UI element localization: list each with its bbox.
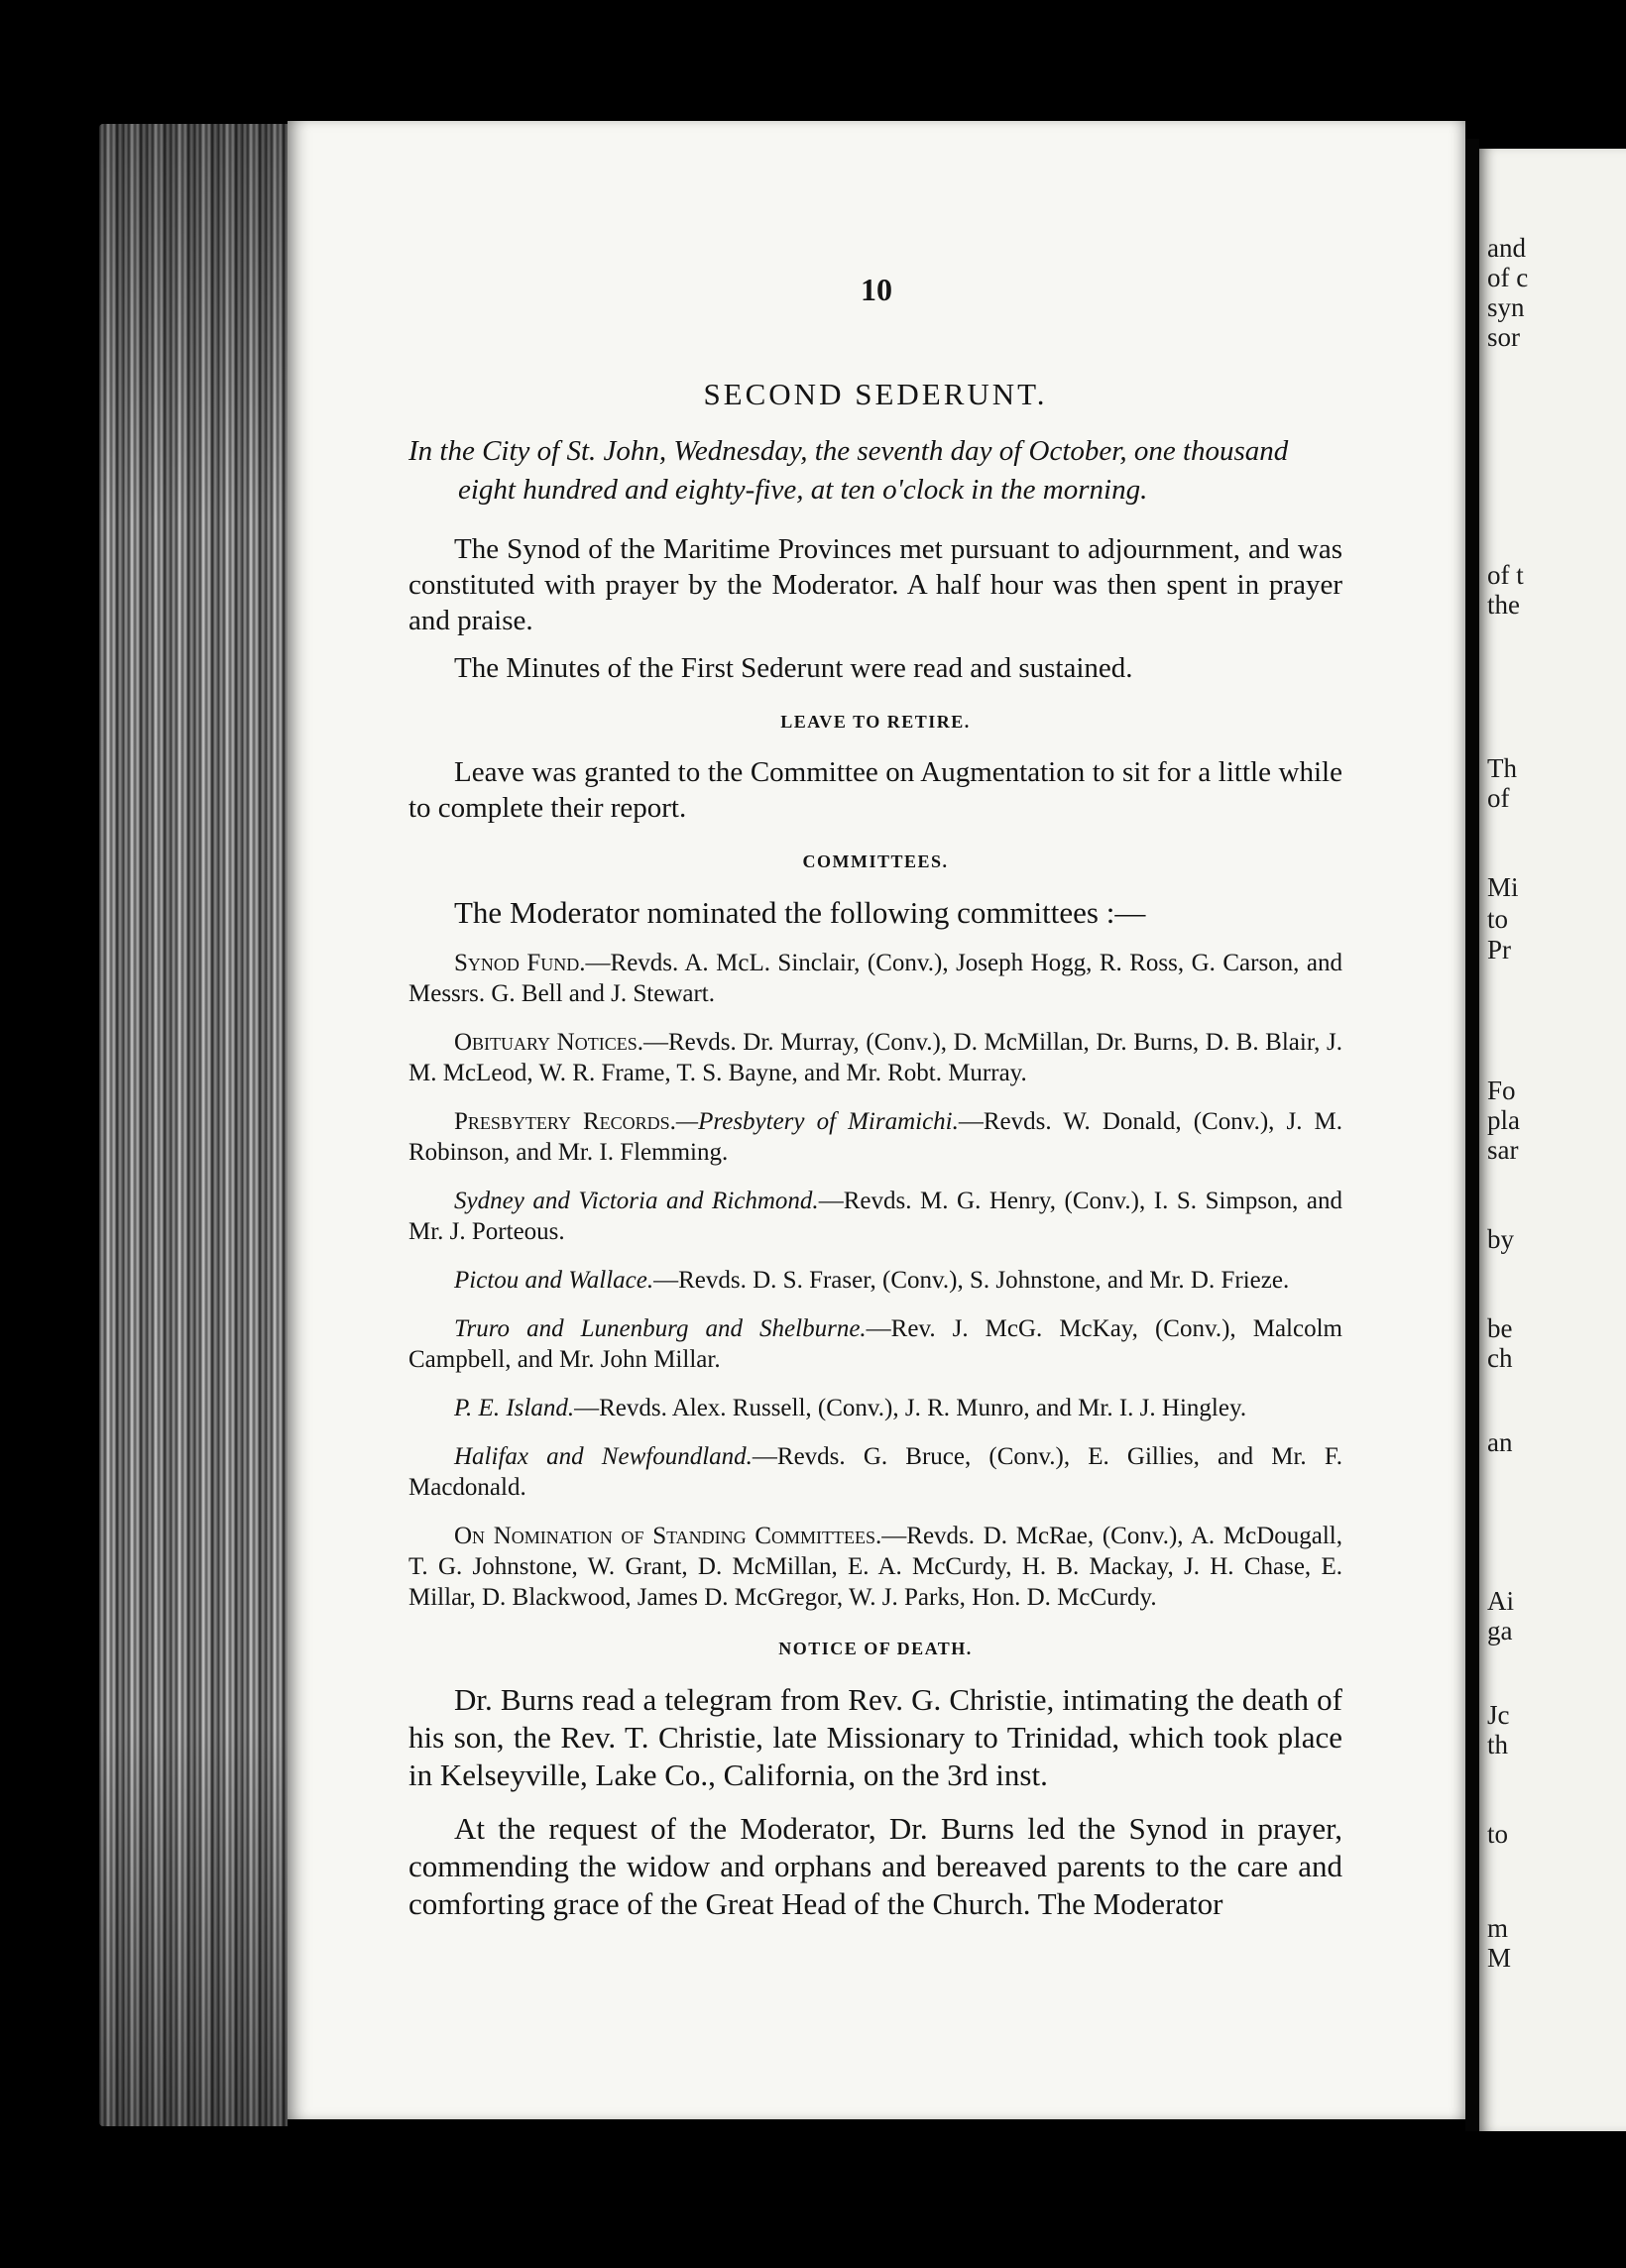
- facing-page-text: of c: [1487, 263, 1529, 292]
- facing-page-text: and: [1487, 233, 1526, 263]
- facing-page-text: Jc: [1487, 1700, 1510, 1730]
- paragraph-minutes: The Minutes of the First Sederunt were read and sustained.: [454, 652, 1133, 684]
- committees-intro: The Moderator nominated the following committees :—: [454, 895, 1146, 930]
- facing-page-text: ga: [1487, 1616, 1513, 1645]
- heading-notice-of-death: NOTICE OF DEATH.: [778, 1639, 973, 1658]
- facing-page-text: M: [1487, 1943, 1512, 1973]
- committee-label: P. E. Island.: [454, 1395, 575, 1421]
- facing-page-text: of: [1487, 783, 1510, 813]
- committee-halifax: [408, 1441, 1342, 1503]
- committee-label: On Nomination of Standing Committees.: [454, 1523, 882, 1549]
- facing-page-text: m: [1487, 1913, 1509, 1943]
- facing-page-text: an: [1487, 1427, 1513, 1457]
- committee-synod-fund: [408, 948, 1342, 1009]
- committee-members: —Revds. M. G. Henry, (Conv.), I. S. Simpson, and Mr. J. Porteous.: [408, 1188, 1343, 1245]
- facing-page-text: to: [1487, 904, 1509, 934]
- paragraph-prayer: At the request of the Moderator, Dr. Burns led the Synod in prayer, commending the widow and orphans and bereaved parents to the care and comforting grace of the Great Head of the Church. The Moderator: [408, 1811, 1342, 1921]
- sederunt-intro: In the City of St. John, Wednesday, the seventh day of October, one thousand eight hundred and eighty-five, at ten o'clock in the morning.: [408, 435, 1289, 506]
- committee-members: —Revds. D. McRae, (Conv.), A. McDougall, T. G. Johnstone, W. Grant, D. McMillan, E. A. McCurdy, H. B. Mackay, J. H. Chase, E. Millar, D. Blackwood, James D. McGregor, W. J. Parks, Hon. D. McCurdy.: [408, 1523, 1342, 1611]
- facing-page-text: Th: [1487, 753, 1517, 783]
- committee-nomination: [408, 1521, 1342, 1613]
- committee-sydney: [408, 1186, 1342, 1247]
- facing-page-fragment: [1479, 149, 1626, 2131]
- committee-label: Halifax and Newfoundland.: [454, 1443, 753, 1470]
- committee-label: Presbytery Records.: [454, 1108, 676, 1135]
- heading-committees: COMMITTEES.: [802, 851, 949, 871]
- facing-page-text: Ai: [1487, 1586, 1514, 1616]
- sederunt-title: SECOND SEDERUNT.: [703, 377, 1048, 411]
- committee-sublabel: —Presbytery of Miramichi.: [675, 1108, 959, 1135]
- paragraph-leave: Leave was granted to the Committee on Augmentation to sit for a little while to complete their report.: [408, 756, 1342, 824]
- book-gutter: [1465, 139, 1479, 2131]
- committee-obituary-notices: [408, 1027, 1342, 1088]
- page-number: 10: [861, 272, 892, 307]
- facing-page-text: by: [1487, 1224, 1514, 1254]
- committee-presbytery-records: [408, 1106, 1342, 1168]
- paragraph-synod-met: The Synod of the Maritime Provinces met pursuant to adjournment, and was constituted with prayer by the Moderator. A half hour was then spent in prayer and praise.: [408, 533, 1342, 636]
- committee-label: Obituary Notices.: [454, 1029, 643, 1056]
- committee-members: —Revds. Dr. Murray, (Conv.), D. McMillan, Dr. Burns, D. B. Blair, J. M. McLeod, W. R. Frame, T. S. Bayne, and Mr. Robt. Murray.: [408, 1029, 1342, 1086]
- facing-page-text: pla: [1487, 1105, 1520, 1135]
- heading-leave-to-retire: LEAVE TO RETIRE.: [780, 712, 971, 732]
- committee-truro: [408, 1313, 1342, 1375]
- facing-page-text: be: [1487, 1313, 1513, 1343]
- committee-members: —Rev. J. McG. McKay, (Conv.), Malcolm Campbell, and Mr. John Millar.: [408, 1315, 1342, 1373]
- page-content: [288, 377, 1465, 1939]
- facing-page-text: the: [1487, 590, 1520, 620]
- committee-pictou: [408, 1265, 1342, 1296]
- committee-label: Truro and Lunenburg and Shelburne.: [454, 1315, 867, 1342]
- facing-page-text: sar: [1487, 1135, 1519, 1165]
- committee-members: —Revds. A. McL. Sinclair, (Conv.), Joseph Hogg, R. Ross, G. Carson, and Messrs. G. Bell and J. Stewart.: [408, 950, 1342, 1007]
- facing-page-text: syn: [1487, 292, 1525, 322]
- committee-label: Synod Fund.: [454, 950, 586, 976]
- committee-members: —Revds. D. S. Fraser, (Conv.), S. Johnstone, and Mr. D. Frieze.: [653, 1267, 1290, 1294]
- facing-page-text: Mi: [1487, 872, 1519, 902]
- page-stack-edge: [99, 124, 288, 2126]
- committee-pei: [408, 1393, 1342, 1423]
- facing-page-text: to: [1487, 1819, 1509, 1849]
- facing-page-text: Pr: [1487, 935, 1512, 964]
- paragraph-telegram: Dr. Burns read a telegram from Rev. G. Christie, intimating the death of his son, the Rev. T. Christie, late Missionary to Trinidad, which took place in Kelseyville, Lake Co., California, on the 3rd inst.: [408, 1682, 1342, 1792]
- facing-page-text: Fo: [1487, 1076, 1516, 1105]
- facing-page-text: sor: [1487, 322, 1520, 352]
- committee-label: Sydney and Victoria and Richmond.: [454, 1188, 819, 1214]
- facing-page-text: of t: [1487, 560, 1524, 590]
- facing-page-text: ch: [1487, 1343, 1513, 1373]
- committee-members: —Revds. W. Donald, (Conv.), J. M. Robinson, and Mr. I. Flemming.: [408, 1108, 1342, 1166]
- committee-members: —Revds. G. Bruce, (Conv.), E. Gillies, and Mr. F. Macdonald.: [408, 1443, 1342, 1501]
- book-page: [288, 121, 1465, 2119]
- committee-members: —Revds. Alex. Russell, (Conv.), J. R. Munro, and Mr. I. J. Hingley.: [574, 1395, 1247, 1421]
- facing-page-text: th: [1487, 1730, 1509, 1759]
- committee-label: Pictou and Wallace.: [454, 1267, 654, 1294]
